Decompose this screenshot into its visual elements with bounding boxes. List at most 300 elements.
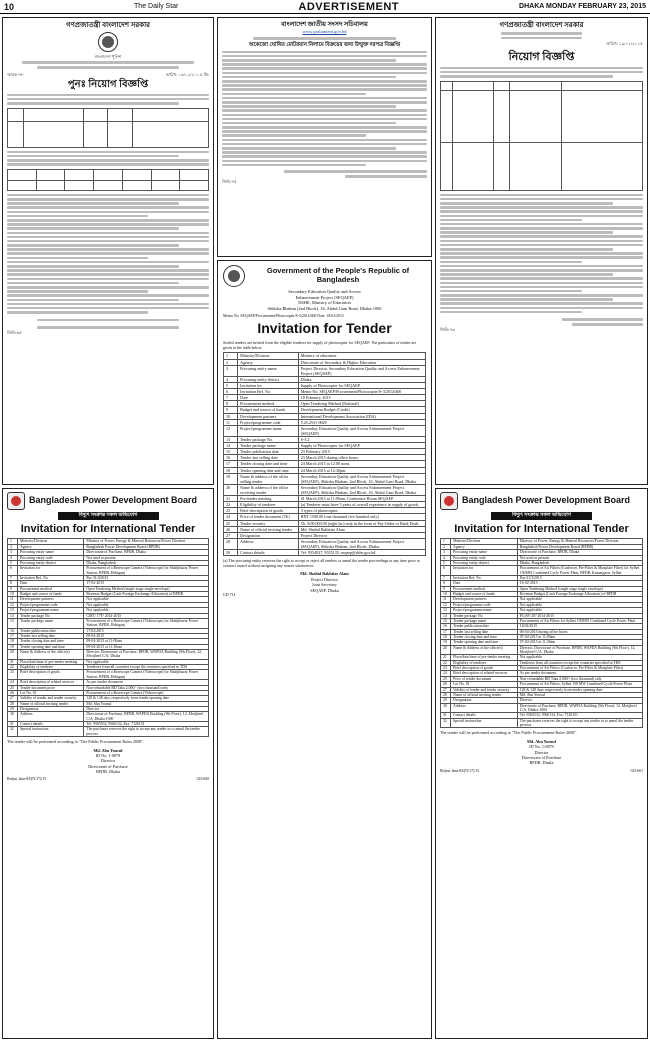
row-number: 29 (8, 706, 18, 711)
ad2-subtitle: অকেজো ঘোষিত মোটরযান নিলামে বিক্রয়ের জন্য উন্মুক্ত দরপত্র বিজ্ঞপ্তি (248, 41, 401, 48)
row-value: 3 types of photocopier. (298, 508, 425, 514)
row-value: Project Director (298, 532, 425, 538)
table-row (441, 666, 643, 671)
row-label: Name of official inviting tender (18, 701, 84, 706)
row-label: Tender last selling date (238, 455, 299, 461)
row-number: 28 (441, 692, 451, 697)
table-row (224, 520, 426, 526)
row-number: 9 (441, 586, 451, 591)
row-value: 07-04-2015 at 11:00am (517, 634, 642, 639)
row-number: 14 (224, 443, 238, 449)
table-row (224, 550, 426, 556)
table-row (8, 592, 209, 597)
row-value: Directorate of Purchase, BPDB, WAPDA Building (9th Floor), 12, Motijheel C/A, Dhaka-1000 (84, 712, 209, 722)
row-label: Invitation Ref. No. (451, 575, 518, 580)
table-row (8, 618, 209, 628)
row-value: Memo No. SEQAEP/Procurement/Photocopier/S-3/2014/400 (298, 389, 425, 395)
row-label: Procuring entity code (451, 555, 518, 560)
row-number: 16 (224, 455, 238, 461)
bpdb-left-org: Bangladesh Power Development Board (29, 495, 198, 506)
row-number: 26 (224, 526, 238, 532)
table-row (224, 473, 426, 484)
bpdb-left-title: Invitation for International Tender (20, 523, 196, 536)
ad-seqaep-tender (217, 260, 432, 1039)
row-label: Date (238, 395, 299, 401)
row-number: 21 (8, 659, 18, 664)
table-row (224, 502, 426, 508)
row-value: Not applicable (517, 602, 642, 607)
row-label: Tender closing date and time (238, 461, 299, 467)
row-number: 18 (8, 639, 18, 644)
row-label: Price of tender document (451, 676, 518, 681)
bpdb-logo-icon (440, 492, 458, 510)
bpdb-logo-icon (7, 492, 25, 510)
row-label: Place/date/time of pre-tender meeting (451, 655, 518, 660)
row-label: Invitation for (451, 566, 518, 576)
bpdb-right-sig-name: Md. Abu Yousuf (526, 738, 557, 744)
row-label: Agency (238, 359, 299, 365)
row-label: Project/programme code (238, 419, 299, 425)
ad3-gov: গণপ্রজাতন্ত্রী বাংলাদেশ সরকার (499, 21, 584, 29)
row-value: Revenue Budget (Cash Foreign Exchange Allocation) of BPDB (84, 592, 209, 597)
row-value: 16-02-2015 (517, 581, 642, 586)
row-label: Procuring entity code (18, 555, 84, 560)
row-value: Secondary Education Quality and Access Enhancement Project (SEQAEP) (298, 425, 425, 436)
row-number: 29 (441, 698, 451, 703)
row-number: 2 (8, 544, 18, 549)
row-value: 06-04-2015 during office hours (517, 629, 642, 634)
row-number: 7 (224, 395, 238, 401)
bpdb-left-sig-sub: Directorate of Purchase (88, 763, 128, 769)
row-number: 13 (8, 608, 18, 613)
row-number: 5 (224, 383, 238, 389)
row-value: Secondary Education Quality and Access Enhancement Project (SEQAEP), Shiksha Bhaban, 2nd Block, Dhaka. (298, 538, 425, 549)
sesip-note: (a) The procuring entity reserves the right to accept or reject all tenders or annul the tender proceedings at any time prior to contract award without assigning any reason whatsoever. (223, 558, 420, 569)
row-number: 4 (8, 555, 18, 560)
row-label: Name & address of the office receiving tender (238, 484, 299, 495)
row-label: Tender document price (18, 685, 84, 690)
row-value: 09-04-2015 at 11:00am (84, 639, 209, 644)
row-label: Lot No. 01 (18, 690, 84, 695)
table-row (224, 484, 426, 495)
row-number: 12 (441, 602, 451, 607)
row-number: 16 (441, 624, 451, 629)
row-label: Price of tender document (Tk) (238, 514, 299, 520)
row-label: Ministry/Division (238, 353, 299, 359)
row-value: GMT/ 17F/ 2014-2015 (84, 613, 209, 618)
row-label: Budget and source of funds (18, 592, 84, 597)
row-label: Tender publication date (18, 628, 84, 633)
row-label: Validity of tender and tender security (18, 696, 84, 701)
row-number: 11 (8, 597, 18, 602)
ad1-date: তারিখ: ১৬/০২/২০১৫ খ্রি: (165, 71, 209, 77)
row-value: Not used at present (517, 555, 642, 560)
row-value: 09-04-2015 at 11:30am (84, 644, 209, 649)
ad3-date: তারিখ: ১৯/০২/২০১৫ (606, 41, 643, 47)
row-number: 23 (224, 508, 238, 514)
table-row (8, 665, 209, 670)
row-label: Name of official inviting tender (238, 526, 299, 532)
row-value: 128 & 148 days respectively from tender opening date (84, 696, 209, 701)
bpdb-right-sig-sub: Directorate of Purchase (521, 754, 562, 760)
table-row (441, 660, 643, 665)
row-number: 22 (8, 665, 18, 670)
row-value: Md. Abu Yousuf (517, 692, 642, 697)
row-label: Tender last selling date (18, 633, 84, 638)
row-label: Brief description of goods (238, 508, 299, 514)
sesip-intro: Sealed tenders are invited from the eligible tenderer for supply of photocopier for SEQAEP. The particulars of tender are given in the table below: (223, 340, 417, 351)
row-value: 24 March 2015 at 12:00 noon. (298, 461, 425, 467)
bpdb-right-code: GD-661 (630, 768, 643, 773)
row-number: 17 (8, 633, 18, 638)
row-value: BDT 1500.00 (one thousand five hundred only) (298, 514, 425, 520)
sesip-code: GD-714 (223, 592, 236, 597)
ad3-title: নিয়োগ বিজ্ঞপ্তি (508, 50, 575, 63)
row-number: 25 (441, 676, 451, 681)
row-label: Brief description of goods (451, 666, 518, 671)
row-value: Dhaka, Bangladesh (517, 560, 642, 565)
row-value: 17-02-2015 (84, 581, 209, 586)
row-value: Procurement of Air Filters (Coalescer, Pre-Filter & Miniplate Filter) for Sylhet 150MW Combined Cycle Power Plant, BPDB, Kumargaon, Sylhet (517, 566, 642, 576)
row-number: 1 (224, 353, 238, 359)
row-label: Contact details (18, 722, 84, 727)
row-number: 12 (8, 602, 18, 607)
row-value: Ministry of Power, Energy & Mineral Resources/Power Division (84, 539, 209, 544)
row-number: 5 (8, 560, 18, 565)
table-row (8, 566, 209, 576)
table-row (8, 712, 209, 722)
row-label: Project/programme code (18, 602, 84, 607)
row-value: Procurement of a Borescope Camera (Videoscope) for Shahjibazar Power Station, BPDB, Hobiganj (84, 670, 209, 680)
row-number: 30 (441, 703, 451, 713)
row-value: Secondary Education Quality and Access Enhancement Project (SEQAEP), Shiksha Bhaban, 2nd Block, 16, Abdul Gani Road, Dhaka. (298, 473, 425, 484)
row-value: International Development Association (IDA) (298, 413, 425, 419)
bpdb-right-sig-id: ID No. 1-0879 (529, 744, 554, 750)
row-label: Procuring entity name (238, 365, 299, 376)
row-number: 8 (8, 581, 18, 586)
row-value: Not applicable (84, 659, 209, 664)
ad1-title: পুনঃ নিয়োগ বিজ্ঞপ্তি (67, 78, 149, 90)
row-value: 17/02/2015 (84, 628, 209, 633)
row-number: 18 (224, 467, 238, 473)
row-value: Bangladesh Power Development Board (BPDB) (84, 544, 209, 549)
row-value: Open Tendering Method (National) (298, 401, 425, 407)
row-number: 2 (224, 359, 238, 365)
row-value: Directorate of Purchase, BPDB, Dhaka (84, 550, 209, 555)
row-label: Address (238, 538, 299, 549)
row-value: Director, Directorate of Purchase, BPDB, WAPDA Building (9th Floor), 12, Motijheel C/A, Dhaka (517, 645, 642, 655)
row-value: 16/02/2015 (517, 624, 642, 629)
bpdb-left-sig-id: ID No. 1-0879 (95, 752, 121, 758)
table-row (441, 592, 643, 597)
row-value: Non-refundable BD Taka 2,000/- (two thousand) only (517, 676, 642, 681)
row-value: Not applicable (517, 608, 642, 613)
row-label: Invitation for (18, 566, 84, 576)
bpdb-right-title: Invitation for International Tender (454, 523, 629, 536)
row-number: 24 (8, 680, 18, 685)
row-value: As per tender document (517, 671, 642, 676)
table-row (441, 703, 643, 713)
sesip-org2: Enhancement Project (SEQAEP) (295, 294, 354, 300)
row-number: 13 (441, 608, 451, 613)
table-row (224, 538, 426, 549)
bpdb-left-ref: Bidyut Jana-84/(N/17)/15 (7, 777, 47, 782)
row-value: Procurement of a Borescope Camera (Videoscope) (84, 690, 209, 695)
row-label: Address (18, 712, 84, 722)
ad1-gov: গণপ্রজাতন্ত্রী বাংলাদেশ সরকার (65, 21, 151, 29)
row-label: Procurement method (451, 586, 518, 591)
row-number: 8 (224, 401, 238, 407)
row-value: 18 February, 2015 (298, 395, 425, 401)
sesip-sig-title: Project Director (311, 576, 338, 582)
bpdb-right-sig-org: BPDB, Dhaka (529, 760, 554, 766)
row-label: Development partners (451, 597, 518, 602)
bpdb-right-note: The tender will be performed according to "The Public Procurement Rules 2008". (440, 730, 578, 736)
row-value: Non-refundable BD Taka 2,000/- (two thousand) only (84, 685, 209, 690)
row-label: Eligibility of tenderer (18, 665, 84, 670)
row-value: 5.25.2531-0020 (298, 419, 425, 425)
row-number: 15 (441, 618, 451, 623)
row-value: Development Budget (Credit) (298, 407, 425, 413)
row-label: Date (451, 581, 518, 586)
sesip-sig-name: Md. Shahid Bakhtiar Alam (300, 571, 349, 577)
row-number: 11 (224, 419, 238, 425)
row-value: 24 March 2015 at 12:30pm. (298, 467, 425, 473)
ad1-office: বাংলাদেশ পুলিশ (94, 53, 122, 59)
row-value: Tel: 9565532, 9566132, Fax: 7126151 (517, 713, 642, 718)
row-value: Procurement of a Borescope Camera (Videoscope) for Shahjibazar Power Station, BPDB, Hobiganj (84, 618, 209, 628)
bpdb-left-note: The tender will be performed according to "The Public Procurement Rules 2008". (7, 739, 145, 745)
row-number: 8 (441, 581, 451, 586)
row-number: 12 (224, 425, 238, 436)
row-value: Director, Directorate of Purchase, BPDB, WAPDA Building (9th Floor), 12, Motijheel C/A, Dhaka (84, 650, 209, 660)
row-label: Special instruction (451, 718, 518, 728)
row-value: Tel: 9554037, 9555135; seqaep@dshe.gov.bd (298, 550, 425, 556)
row-value: Procurement of a Borescope Camera (Videoscope) for Shahjibazar Power Station, BPDB, Hobiganj (84, 566, 209, 576)
table-row (224, 365, 426, 376)
row-number: 20 (8, 650, 18, 660)
row-label: Tender closing date and time (18, 639, 84, 644)
row-number: 6 (224, 389, 238, 395)
sesip-tender-table (223, 352, 426, 556)
ad-police-recruitment (2, 17, 214, 485)
sesip-heading: Government of the People's Republic of Bangladesh (266, 266, 410, 284)
row-number: 14 (8, 613, 18, 618)
row-number: 19 (224, 473, 238, 484)
row-label: Designation (18, 706, 84, 711)
row-label: Name & Address of the office(s) (451, 645, 518, 655)
row-number: 13 (224, 437, 238, 443)
row-label: Tender closing date and time (451, 634, 518, 639)
row-number: 3 (441, 550, 451, 555)
row-label: Tender publication date (451, 624, 518, 629)
row-value: Directorate of Purchase, BPDB, WAPDA Building (9th Floor), 12, Motijheel C/A, Dhaka-1000 (517, 703, 642, 713)
bpdb-right-sig-title: Director (534, 749, 549, 755)
row-label: Eligibility of tenderer (451, 660, 518, 665)
page-number: 10 (4, 1, 15, 12)
table-row (8, 539, 209, 544)
row-label: Name & Address of the office(s) (18, 650, 84, 660)
row-value: 23 February 2015. (298, 449, 425, 455)
row-number: 32 (8, 727, 18, 737)
bpdb-left-code: GD-660 (196, 777, 209, 782)
row-value: The purchaser reserves the right to accept any tender or to annul the tender process. (84, 727, 209, 737)
row-number: 32 (441, 718, 451, 728)
row-label: Tender publication date (238, 449, 299, 455)
sesip-addr: Shiksha Bhaban (2nd Block), 16, Abdul Gani Road, Dhaka-1000 (267, 305, 382, 311)
row-label: Ministry/Division (18, 539, 84, 544)
row-number: 4 (441, 555, 451, 560)
row-label: Brief description of related services (18, 680, 84, 685)
row-label: Brief description of related services (451, 671, 518, 676)
row-number: 24 (224, 514, 238, 520)
row-label: Tender package name (451, 618, 518, 623)
table-row (441, 645, 643, 655)
row-number: 21 (441, 655, 451, 660)
row-number: 9 (224, 407, 238, 413)
row-value: Not applicable (84, 597, 209, 602)
row-number: 16 (8, 628, 18, 633)
row-label: Place/date/time of pre-tender meeting (18, 659, 84, 664)
ad2-code: জিডি-৭৫ (222, 179, 237, 184)
row-value: Supply of Photocopier for SEQAEP (298, 443, 425, 449)
row-value: Bangladesh Power Development Board (BPDB) (517, 544, 642, 549)
row-label: Address (451, 703, 518, 713)
bpdb-right-ref: Bidyut Jana-84/(N/17)/15 (440, 768, 480, 773)
row-value: Tenderers from all countries except the countries specified in TDS (84, 665, 209, 670)
row-label: Tender package No. (238, 437, 299, 443)
row-value: As per tender document (84, 680, 209, 685)
page-header (0, 0, 650, 14)
section-title: ADVERTISEMENT (298, 0, 400, 13)
row-number: 23 (441, 666, 451, 671)
govt-seal-icon (98, 32, 118, 52)
row-number: 15 (224, 449, 238, 455)
row-number: 20 (441, 645, 451, 655)
row-value: Secondary Education Quality and Access Enhancement Project (SEQAEP), Shiksha Bhaban, 2nd Block, 16, Abdul Gani Road, Dhaka. (298, 484, 425, 495)
table-row (8, 727, 209, 737)
row-value: Ministry of Power, Energy & Mineral Resources/Power Division (517, 539, 642, 544)
row-number: 3 (8, 550, 18, 555)
row-value: Md. Shahid Bakhtiar Alam (298, 526, 425, 532)
row-number: 17 (441, 629, 451, 634)
row-number: 24 (441, 671, 451, 676)
row-value: Md. Abu Yousuf (84, 701, 209, 706)
row-number: 2 (441, 544, 451, 549)
row-number: 10 (441, 592, 451, 597)
row-value: 01 March 2015 at 11:00am, Conference Room SEQAEP (298, 496, 425, 502)
row-value: Not applicable (84, 608, 209, 613)
row-label: Eligibility of tenderer (238, 502, 299, 508)
ad2-web-link[interactable]: www.parliament.gov.bd (302, 29, 347, 35)
row-number: 26 (8, 690, 18, 695)
row-number: 17 (224, 461, 238, 467)
row-label: Tender package name (18, 618, 84, 628)
row-label: Agency (18, 544, 84, 549)
bpdb-left-table (7, 538, 209, 737)
row-number: 9 (8, 586, 18, 591)
row-label: Validity of tender and tender security (451, 687, 518, 692)
row-value: Procurement of Air Filters for Sylhet 150MW Combined Cycle Power Plant (517, 618, 642, 623)
row-number: 5 (441, 560, 451, 565)
row-number: 22 (441, 660, 451, 665)
sesip-memo: Memo No. SEQAEP/Procurement/Photocopier/S-3/2014/400 Date: 18/02/2015 (223, 313, 344, 318)
row-value: Not applicable (517, 597, 642, 602)
row-value: Project Director, Secondary Education Quality and Access Enhancement Project (SEQAEP) (298, 365, 425, 376)
table-row (441, 539, 643, 544)
table-row (8, 650, 209, 660)
row-label: Project/programme name (238, 425, 299, 436)
table-row (441, 618, 643, 623)
row-label: Tender security (238, 520, 299, 526)
row-value: PGAF/ 2F/ 2014-2015 (517, 613, 642, 618)
row-value: Open Tendering Method (single stage single envelope) (84, 586, 209, 591)
row-number: 4 (224, 376, 238, 382)
table-row (8, 670, 209, 680)
row-label: Brief description of goods (18, 670, 84, 680)
row-label: Tender package name (238, 443, 299, 449)
row-value: Not applicable (84, 602, 209, 607)
table-row (441, 718, 643, 728)
row-label: Procuring entity district (18, 560, 84, 565)
row-label: Tender package No. (18, 613, 84, 618)
ad-bpdb-borescope (2, 488, 214, 1039)
row-number: 6 (8, 566, 18, 576)
row-label: Tender opening date and time (18, 644, 84, 649)
row-label: Tender opening date and time (451, 640, 518, 645)
row-label: Procurement method (238, 401, 299, 407)
row-number: 30 (8, 712, 18, 722)
row-number: 19 (8, 644, 18, 649)
row-label: Designation (451, 698, 518, 703)
row-value: (a) Tenderer must have 5 years of overall experience in supply of goods. (298, 502, 425, 508)
row-number: 27 (224, 532, 238, 538)
row-value: Tel: 9565532, 9566132, Fax: 7126151 (84, 722, 209, 727)
row-value: Not used at present (84, 555, 209, 560)
row-value: Not applicable (517, 655, 642, 660)
row-value: Tenderers from all countries except the countries specified in TDS (517, 660, 642, 665)
row-label: Project/programme name (18, 608, 84, 613)
row-value: 128 & 148 days respectively from tender opening date (517, 687, 642, 692)
row-number: 14 (441, 613, 451, 618)
row-label: Tender opening date and time (238, 467, 299, 473)
row-number: 6 (441, 566, 451, 576)
row-value: Revenue Budget (Cash Foreign Exchange Allocation) of BPDB (517, 592, 642, 597)
ad1-table-2 (7, 169, 209, 191)
row-number: 23 (8, 670, 18, 680)
row-number: 10 (8, 592, 18, 597)
row-label: Budget and source of funds (238, 407, 299, 413)
row-label: Budget and source of funds (451, 592, 518, 597)
paper-name: The Daily Star (134, 3, 179, 10)
row-label: Lot No. 01 (451, 682, 518, 687)
row-value: Tk. 8,00,000.00 (eight lac) only in the form of Pay-Order or Bank Draft. (298, 520, 425, 526)
ad-bpdb-air-filters (435, 488, 648, 1039)
ad-parliament-auction (217, 17, 432, 257)
row-number: 31 (8, 722, 18, 727)
row-number: 18 (441, 634, 451, 639)
row-number: 26 (441, 682, 451, 687)
bpdb-left-banner: বিদ্যুৎ সংক্রান্ত সকল অভিযোগ (58, 512, 159, 520)
row-number: 1 (8, 539, 18, 544)
sesip-title: Invitation for Tender (257, 320, 392, 337)
row-number: 25 (8, 685, 18, 690)
row-label: Contact details (451, 713, 518, 718)
bpdb-right-banner: বিদ্যুৎ সংক্রান্ত সকল অভিযোগ (491, 512, 593, 520)
row-label: Procurement method (18, 586, 84, 591)
row-value: Supply of Photocopier for SEQAEP. (298, 383, 425, 389)
row-number: 7 (441, 575, 451, 580)
